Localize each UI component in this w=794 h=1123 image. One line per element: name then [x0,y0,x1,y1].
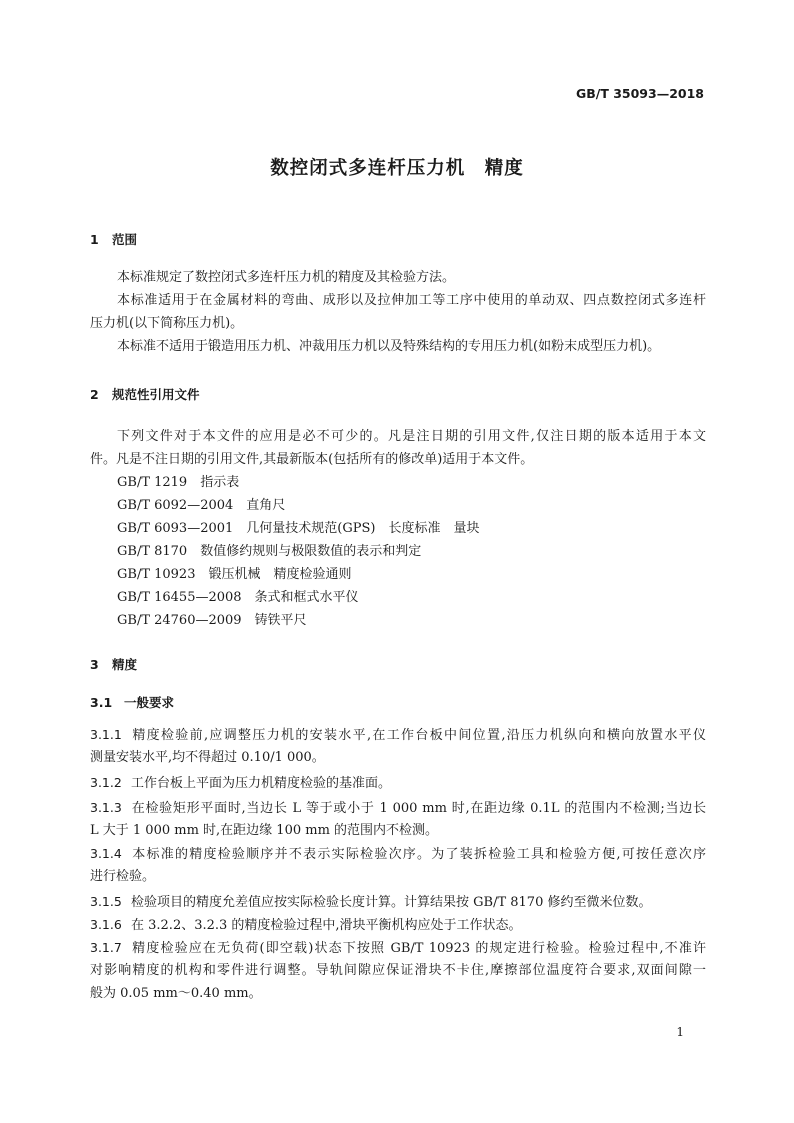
reference-item: GB/T 24760—2009 铸铁平尺 [117,613,307,628]
section-title: 范围 [112,232,138,247]
paragraph-line: 本标准规定了数控闭式多连杆压力机的精度及其检验方法。 [117,270,456,285]
paragraph-line: 件。凡是不注日期的引用文件,其最新版本(包括所有的修改单)适用于本文件。 [90,452,534,467]
section-number: 1 [90,232,99,247]
paragraph-line: 压力机(以下简称压力机)。 [90,316,244,331]
reference-item: GB/T 16455—2008 条式和框式水平仪 [117,590,359,605]
reference-item: GB/T 10923 锻压机械 精度检验通则 [117,567,352,582]
clause-number: 3.1.3 [90,800,122,815]
section-2-heading [90,385,200,403]
subsection-number: 3.1 [90,695,113,710]
clause-text: 本标准的精度检验顺序并不表示实际检验次序。为了装拆检验工具和检验方便,可按任意次序 [131,847,706,862]
clause-text: 检验项目的精度允差值应按实际检验长度计算。计算结果按 GB/T 8170 修约至微米位数。 [131,895,652,910]
paragraph-line: 本标准适用于在金属材料的弯曲、成形以及拉伸加工等工序中使用的单动双、四点数控闭式多连杆 [117,293,706,308]
clause-3-1-2 [90,771,706,795]
clause-continuation: 般为 0.05 mm～0.40 mm。 [90,986,262,1001]
subsection-title: 一般要求 [124,695,175,710]
clause-number: 3.1.1 [90,727,122,742]
clause-text: 精度检验应在无负荷(即空载)状态下按照 GB/T 10923 的规定进行检验。检验过程中,不准许 [131,941,706,956]
section-title: 精度 [112,657,138,672]
reference-item: GB/T 6092—2004 直角尺 [117,498,286,513]
clause-continuation: 对影响精度的机构和零件进行调整。导轨间隙应保证滑块不卡住,摩擦部位温度符合要求,双面间隙一 [90,963,706,978]
clause-number: 3.1.6 [90,917,122,932]
paragraph-line: 下列文件对于本文件的应用是必不可少的。凡是注日期的引用文件,仅注日期的版本适用于本文 [117,429,706,444]
reference-item: GB/T 1219 指示表 [117,475,240,490]
section-3-heading [90,655,137,673]
section-1-heading [90,230,137,248]
section-number: 3 [90,657,99,672]
clause-number: 3.1.4 [90,846,122,861]
clause-3-1-5 [90,890,706,914]
clause-3-1-1 [90,723,706,747]
clause-text: 精度检验前,应调整压力机的安装水平,在工作台板中间位置,沿压力机纵向和横向放置水平仪 [131,728,706,743]
clause-number: 3.1.5 [90,894,122,909]
section-number: 2 [90,387,99,402]
document-title: 数控闭式多连杆压力机 精度 [270,158,524,179]
page-number: 1 [676,1025,684,1039]
clause-3-1-4 [90,842,706,866]
subsection-3-1-heading [90,693,174,711]
paragraph-line: 本标准不适用于锻造用压力机、冲裁用压力机以及特殊结构的专用压力机(如粉末成型压力机)。 [117,339,661,354]
clause-continuation: L 大于 1 000 mm 时,在距边缘 100 mm 的范围内不检测。 [90,823,439,838]
clause-continuation: 进行检验。 [90,869,156,884]
clause-number: 3.1.2 [90,775,122,790]
reference-item: GB/T 6093—2001 几何量技术规范(GPS) 长度标准 量块 [117,521,480,536]
clause-text: 在 3.2.2、3.2.3 的精度检验过程中,滑块平衡机构应处于工作状态。 [131,918,522,933]
clause-3-1-6 [90,913,706,937]
clause-text: 在检验矩形平面时,当边长 L 等于或小于 1 000 mm 时,在距边缘 0.1L 的范围内不检测;当边长 [131,801,706,816]
section-title: 规范性引用文件 [112,387,200,402]
clause-text: 工作台板上平面为压力机精度检验的基准面。 [131,776,392,791]
standard-code: GB/T 35093—2018 [575,86,704,101]
clause-3-1-7 [90,936,706,960]
clause-continuation: 测量安装水平,均不得超过 0.10/1 000。 [90,750,325,765]
clause-number: 3.1.7 [90,940,122,955]
clause-3-1-3 [90,796,706,820]
reference-item: GB/T 8170 数值修约规则与极限数值的表示和判定 [117,544,422,559]
